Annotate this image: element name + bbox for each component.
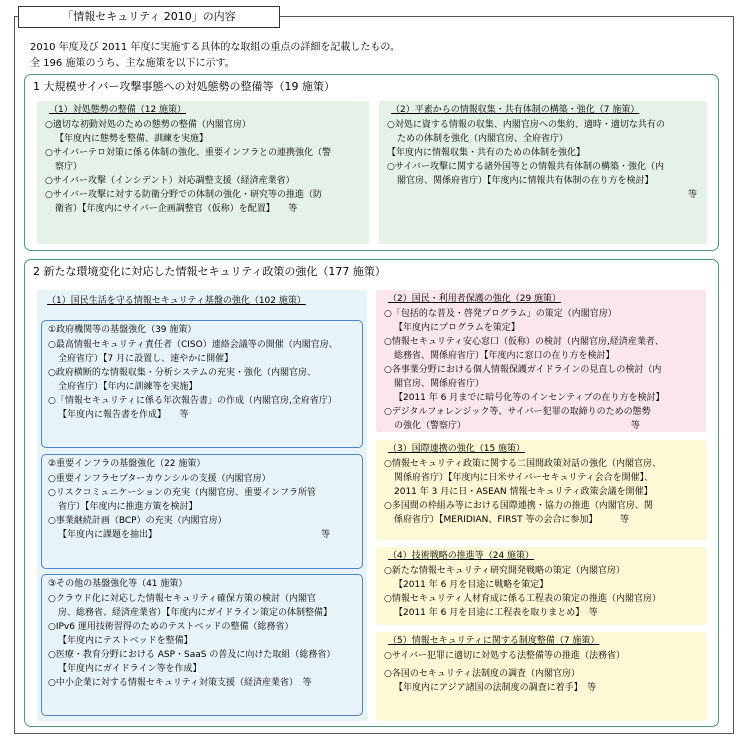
- item-line: ○サイバー攻撃に対する防衛分野での体制の強化・研究等の推進（防: [45, 190, 323, 200]
- item-line: ○情報セキュリティ人材育成に係る工程表の策定の推進（内閣官房）: [384, 594, 661, 604]
- item-line: 全府省庁）【7 月に設置し、速やかに開催】: [58, 354, 234, 364]
- item-line: ○サイバー犯罪に適切に対処する法整備等の推進（法務省）: [384, 651, 626, 661]
- box-international: [376, 440, 706, 540]
- item-line: ○事業継続計画（BCP）の充実（内閣官房）: [48, 516, 227, 526]
- item-line: 【年度内に態勢を整備、訓練を実施】: [55, 134, 209, 144]
- panel-national-base: [37, 290, 367, 721]
- item-line: ○サイバー攻撃に関する諸外国等との情報共有体制の構築・強化（内: [387, 162, 665, 172]
- item-line: ○「包括的な普及・啓発プログラム」の策定（内閣官房）: [384, 309, 617, 319]
- item-line: 【年度内に情報収集・共有のための体制を強化】: [387, 148, 586, 158]
- box-user-protection: [376, 290, 706, 432]
- item-line: 察庁）: [55, 162, 83, 172]
- item-line: ○最高情報セキュリティ責任者（CISO）連絡会議等の開催（内閣官房、: [48, 340, 338, 350]
- item-line: ○リスクコミュニケーションの充実（内閣官房、重要インフラ所管: [48, 488, 316, 498]
- item-line: 関係府省庁）【年度内に日米サイバーセキュリティ会合を開催】、: [394, 473, 654, 483]
- box-technology-strategy: [376, 547, 706, 625]
- item-line: ○各事業分野における個人情報保護ガイドラインの見直しの検討（内: [384, 365, 662, 375]
- item-line: ○クラウド化に対応した情報セキュリティ確保方策の検討（内閣官: [48, 594, 316, 604]
- item-line: ○IPv6 運用技術習得のためのテストベッドの整備（総務省）: [48, 622, 294, 632]
- box-legal-framework: [376, 632, 706, 721]
- item-line: 【年度内に課題を抽出】: [58, 530, 158, 540]
- item-line: 【年度内にガイドライン等を作成】: [58, 664, 202, 674]
- section-2-heading: 2 新たな環境変化に対応した情報セキュリティ政策の強化（177 施策）: [33, 265, 386, 278]
- item-line: 省庁）【年度内に推進方策を検討】: [58, 502, 198, 512]
- item-line: 衛省）【年度内にサイバー企画調整官（仮称）を配置】 等: [55, 204, 298, 214]
- subbox-title: ①政府機関等の基盤強化（39 施策）: [48, 325, 197, 335]
- item-line: 【2011 年 6 月を目途に戦略を策定】: [394, 580, 549, 590]
- item-line: 総務省、関係府省庁）【年度内に窓口の在り方を検討】: [394, 351, 615, 361]
- item-line: ○サイバーテロ対策に係る体制の強化、重要インフラとの連携強化（警: [45, 148, 332, 158]
- item-line: ○情報セキュリティ政策に関する二国間政策対話の強化（内閣官房、: [384, 459, 661, 469]
- item-line: ための体制を強化（内閣官房、全府省庁）: [397, 134, 569, 144]
- item-line: 【年度内にアジア諸国の法制度の調査に着手】 等: [394, 683, 597, 693]
- item-line: 房、総務省、経済産業省）【年度内にガイドライン策定の体制整備】: [58, 608, 332, 618]
- item-line: ○多国間の枠組み等における国際連携・協力の推進（内閣官房、関: [384, 501, 653, 511]
- item-line: ○各国のセキュリティ法制度の調査（内閣官房）: [384, 669, 580, 679]
- intro-text: [30, 40, 690, 72]
- box-title: （5）情報セキュリティに関する制度整備（7 施策）: [388, 636, 600, 646]
- item-line: ○政府横断的な情報収集・分析システムの充実・強化（内閣官房、: [48, 368, 316, 378]
- item-line: ○情報セキュリティ安心窓口（仮称）の検討（内閣官房,経済産業者、: [384, 337, 664, 347]
- box-title: （4）技術戦略の推進等（24 施策）: [388, 551, 535, 561]
- item-line: 【年度内にプログラムを策定】: [394, 323, 520, 333]
- subbox-title: ③その他の基盤強化等（41 施策）: [48, 579, 188, 589]
- section-1: [24, 74, 719, 251]
- item-line: ○中小企業に対する情報セキュリティ対策支援（経済産業省） 等: [48, 678, 312, 688]
- section-2: [24, 259, 719, 727]
- panel-title: （1）国民生活を守る情報セキュリティ基盤の強化（102 施策）: [47, 296, 306, 306]
- etc-label: 等: [630, 421, 640, 431]
- item-line: 全府省庁）【年内に訓練等を実施】: [58, 382, 198, 392]
- subbox-other: [41, 574, 363, 716]
- etc-label: 等: [687, 190, 697, 200]
- item-line: 【年度内にテストベッドを整備】: [58, 636, 193, 646]
- subbox-critical-infrastructure: [41, 454, 363, 569]
- document-title: 「情報セキュリティ 2010」の内容: [18, 6, 280, 28]
- item-line: ○重要インフラセプターカウンシルの支援（内閣官房）: [48, 474, 271, 484]
- item-line: ○対処に資する情報の収集、内閣官房への集約、適時・適切な共有の: [387, 120, 665, 130]
- item-line: ○サイバー攻撃（インシデント）対応調整支援（経済産業省）: [45, 176, 295, 186]
- intro-line: 全 196 施策のうち、主な施策を以下に示す。: [30, 58, 235, 69]
- box-title: （1）対処態勢の整備（12 施策）: [49, 105, 187, 115]
- item-line: ○適切な初動対処のための態勢の整備（内閣官房）: [45, 120, 251, 130]
- box-title: （2）平素からの情報収集・共有体制の構築・強化（7 施策）: [391, 105, 640, 115]
- item-line: 閣官房、関係府省庁）: [394, 379, 485, 389]
- item-line: ○新たな情報セキュリティ研究開発戦略の策定（内閣官房）: [384, 566, 625, 576]
- subbox-title: ②重要インフラの基盤強化（22 施策）: [48, 459, 206, 469]
- item-line: 2011 年 3 月に日・ASEAN 情報セキュリティ政策会議を開催】: [394, 487, 653, 497]
- item-line: の強化（警察庁）: [394, 421, 467, 431]
- item-line: ○「情報セキュリティに係る年次報告書」の作成（内閣官房,全府省庁）: [48, 396, 337, 406]
- box-response-posture: [37, 101, 369, 244]
- box-info-sharing: [379, 101, 707, 244]
- item-line: 【2011 年 6 月までに暗号化等のインセンティブの在り方を検討】: [394, 393, 665, 403]
- item-line: ○デジタルフォレンジック等、サイバー犯罪の取締りのための態勢: [384, 407, 651, 417]
- section-1-heading: 1 大規模サイバー攻撃事態への対処態勢の整備等（19 施策）: [33, 80, 335, 93]
- item-line: 【2011 年 6 月を目途に工程表を取りまとめ】 等: [394, 608, 598, 618]
- intro-line: 2010 年度及び 2011 年度に実施する具体的な取組の重点の詳細を記載したもの。: [30, 42, 401, 53]
- box-title: （3）国際連携の強化（15 施策）: [388, 444, 526, 454]
- box-title: （2）国民・利用者保護の強化（29 施策）: [388, 294, 562, 304]
- item-line: 閣官房、関係府省庁）【年度内に情報共有体制の在り方を検討】: [397, 176, 654, 186]
- item-line: 係府省庁）【MERIDIAN、FIRST 等の会合に参加】 等: [394, 515, 629, 525]
- item-line: ○医療・教育分野における ASP・SaaS の普及に向けた取組（総務省）: [48, 650, 336, 660]
- subbox-government: [41, 320, 363, 448]
- item-line: 【年度内に報告書を作成】 等: [58, 410, 189, 420]
- etc-label: 等: [320, 530, 330, 540]
